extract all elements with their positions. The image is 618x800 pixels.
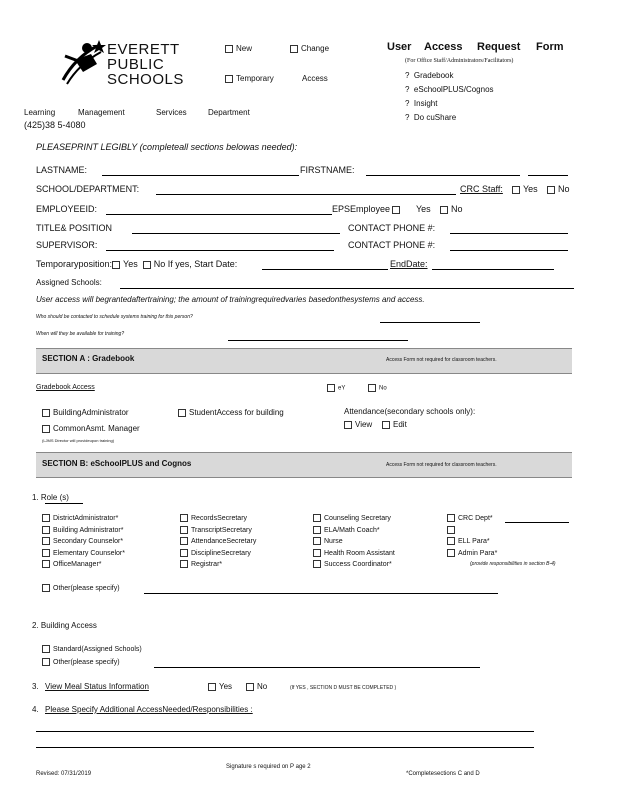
other-role-field[interactable] [144,593,498,594]
role-option[interactable]: Counseling Secretary [313,513,395,525]
checkbox-icon[interactable] [112,261,120,269]
logo-line1: EVERETT [107,41,180,58]
form-title-1: User [387,41,412,53]
role-option[interactable]: ELL Para* [447,536,497,548]
employee-id-label: EMPLOYEEID: [36,204,98,214]
checkbox-icon [392,206,400,214]
role-option[interactable] [447,525,497,537]
checkbox-icon [42,658,50,666]
eps-no-option[interactable]: No [440,204,463,214]
complete-note: *Completesections C and D [406,771,480,777]
last-name-field[interactable] [102,175,299,176]
checkbox-icon [368,384,376,392]
end-date-field[interactable] [432,269,554,270]
supervisor-label: SUPERVISOR: [36,240,98,250]
checkbox-icon [440,206,448,214]
gradebook-yes-option[interactable]: eY [327,384,345,392]
system-item[interactable]: ? Gradebook [405,71,454,80]
system-item[interactable]: ? eSchoolPLUS/Cognos [405,85,494,94]
title-field[interactable] [132,233,340,234]
contact-phone-field[interactable] [450,233,568,234]
temp-position-label: Temporaryposition: Yes No If yes, Start Date: [36,259,238,269]
section-b-title: SECTION B: eSchoolPLUS and Cognos [42,459,192,468]
school-field[interactable] [156,194,456,195]
supervisor-field[interactable] [106,250,334,251]
role-option[interactable]: Nurse [313,536,395,548]
form-title-2: Access [424,41,463,53]
checkbox-icon[interactable] [143,261,151,269]
checkbox-icon [246,683,254,691]
other-access-option[interactable]: Other(please specify) [42,658,120,666]
role-option[interactable]: AttendanceSecretary [180,536,256,548]
ljms-note: (LJMS Director will provideupon training) [42,438,115,443]
checkbox-icon [225,45,233,53]
start-date-field[interactable] [262,269,388,270]
checkbox-icon [290,45,298,53]
crc-no-option[interactable]: No [547,184,570,194]
role-option[interactable]: Success Coordinator* [313,559,395,571]
temporary-access-label: Access [302,74,328,83]
system-item[interactable]: ? Do cuShare [405,113,457,122]
instructions: PLEASEPRINT LEGIBLY (completeall sections belowas needed): [36,142,298,152]
checkbox-icon [547,186,555,194]
assigned-schools-label: Assigned Schools: [36,278,102,287]
dept-word2: Management [78,108,125,117]
checkbox-icon [42,425,50,433]
building-access-heading: 2. Building Access [32,621,97,630]
checkbox-icon [178,409,186,417]
role-option[interactable]: Building Administrator* [42,525,125,537]
common-asmt-option[interactable]: CommonAsmt. Manager [42,424,140,433]
role-heading: 1. Role (s) [32,493,69,502]
end-date-label: EndDate: [390,259,428,269]
checkbox-icon [512,186,520,194]
checkbox-icon [42,645,50,653]
crc-staff-label: CRC Staff: [460,184,503,194]
contact-question: Who should be contacted to schedule systems training for this person? [36,314,193,320]
new-option[interactable]: New [225,44,252,53]
first-name-field[interactable] [366,175,520,176]
crc-yes-option[interactable]: Yes [512,184,538,194]
role-option[interactable]: RecordsSecretary [180,513,256,525]
availability-question: When will they be available for training? [36,331,125,337]
roles-col2 [180,513,256,571]
student-access-option[interactable]: StudentAccess for building [178,408,284,417]
checkbox-icon [382,421,390,429]
role-option[interactable]: CRC Dept* [447,513,497,525]
first-name-label: FIRSTNAME: [300,165,355,175]
signature-note: Signature s required on P age 2 [226,764,311,770]
roles-note: (provide responsibilities in section B-4) [470,561,556,567]
additional-line-2[interactable] [36,747,534,748]
gradebook-no-option[interactable]: No [368,384,387,392]
standard-access-option[interactable]: Standard(Assigned Schools) [42,645,142,653]
role-heading-underline [45,503,83,504]
eps-employee-label: EPSEmployee [332,204,403,214]
section-a-note: Access Form not required for classroom teachers. [386,357,497,363]
logo-figure-icon [57,38,107,88]
last-name-label: LASTNAME: [36,165,88,175]
meal-status-number: 3. [32,682,39,691]
roles-col4 [447,513,497,559]
crc-dept-field[interactable] [505,522,569,523]
building-admin-option[interactable]: BuildingAdministrator [42,408,129,417]
role-option[interactable]: TranscriptSecretary [180,525,256,537]
other-access-field[interactable] [154,667,480,668]
role-option[interactable]: Elementary Counselor* [42,548,125,560]
eps-yes-option[interactable]: Yes [416,204,431,214]
attendance-view-option[interactable]: View [344,420,372,429]
change-option[interactable]: Change [290,44,329,53]
logo-line3: SCHOOLS [107,71,184,88]
systems-list [405,69,494,125]
gradebook-access-label: Gradebook Access [36,384,95,391]
other-role-option[interactable]: Other(please specify) [42,584,120,592]
role-option[interactable]: Admin Para* [447,548,497,560]
dept-phone: (425)38 5-4080 [24,120,86,130]
additional-number: 4. [32,705,39,714]
checkbox-icon [225,75,233,83]
checkbox-icon [42,409,50,417]
availability-field[interactable] [228,340,408,341]
form-subtitle: (For Office Staff/Administrators/Facilitators) [405,58,514,64]
meal-status-label: View Meal Status Information [45,682,149,691]
section-b-note: Access Form not required for classroom teachers. [386,462,497,468]
additional-line-1[interactable] [36,731,534,732]
contact-person-field[interactable] [380,322,480,323]
middle-initial-field[interactable] [528,175,568,176]
role-option[interactable]: DisciplineSecretary [180,548,256,560]
meal-no-option[interactable]: No [246,682,267,691]
form-title-3: Request [477,41,521,53]
checkbox-icon [42,584,50,592]
temporary-option[interactable]: Temporary [225,74,274,83]
checkbox-icon [327,384,335,392]
supervisor-phone-field[interactable] [450,250,568,251]
role-option[interactable]: OfficeManager* [42,559,125,571]
roles-col1 [42,513,125,571]
meal-yes-option[interactable]: Yes [208,682,232,691]
role-option[interactable]: Health Room Assistant [313,548,395,560]
title-label: TITLE& POSITION [36,223,113,233]
role-option[interactable]: Secondary Counselor* [42,536,125,548]
section-a-title: SECTION A : Gradebook [42,354,135,363]
dept-word4: Department [208,108,250,117]
role-option[interactable]: Registrar* [180,559,256,571]
dept-word1: Learning [24,108,56,117]
role-option[interactable]: DistrictAdministrator* [42,513,125,525]
meal-note: (If YES , SECTION D MUST BE COMPLETED ) [290,685,397,691]
school-label: SCHOOL/DEPARTMENT: [36,184,140,194]
roles-col3 [313,513,395,571]
assigned-schools-field[interactable] [120,288,574,289]
additional-label: Please Specify Additional AccessNeeded/Responsibilities : [45,705,253,714]
logo-line2: PUBLIC [107,56,165,73]
employee-id-field[interactable] [106,214,332,215]
supervisor-phone-label: CONTACT PHONE #: [348,240,436,250]
revised-date: Revised: 07/31/2019 [36,771,92,777]
role-option[interactable]: ELA/Math Coach* [313,525,395,537]
attendance-label: Attendance(secondary schools only): [344,407,476,416]
contact-phone-label: CONTACT PHONE #: [348,223,436,233]
training-note: User access will begrantedaftertraining; the amount of trainingrequiredvaries basedonthesystems and access. [36,295,425,304]
form-title-4: Form [536,41,564,53]
attendance-edit-option[interactable]: Edit [382,420,407,429]
checkbox-icon [344,421,352,429]
checkbox-icon [208,683,216,691]
dept-word3: Services [156,108,187,117]
system-item[interactable]: ? Insight [405,99,438,108]
